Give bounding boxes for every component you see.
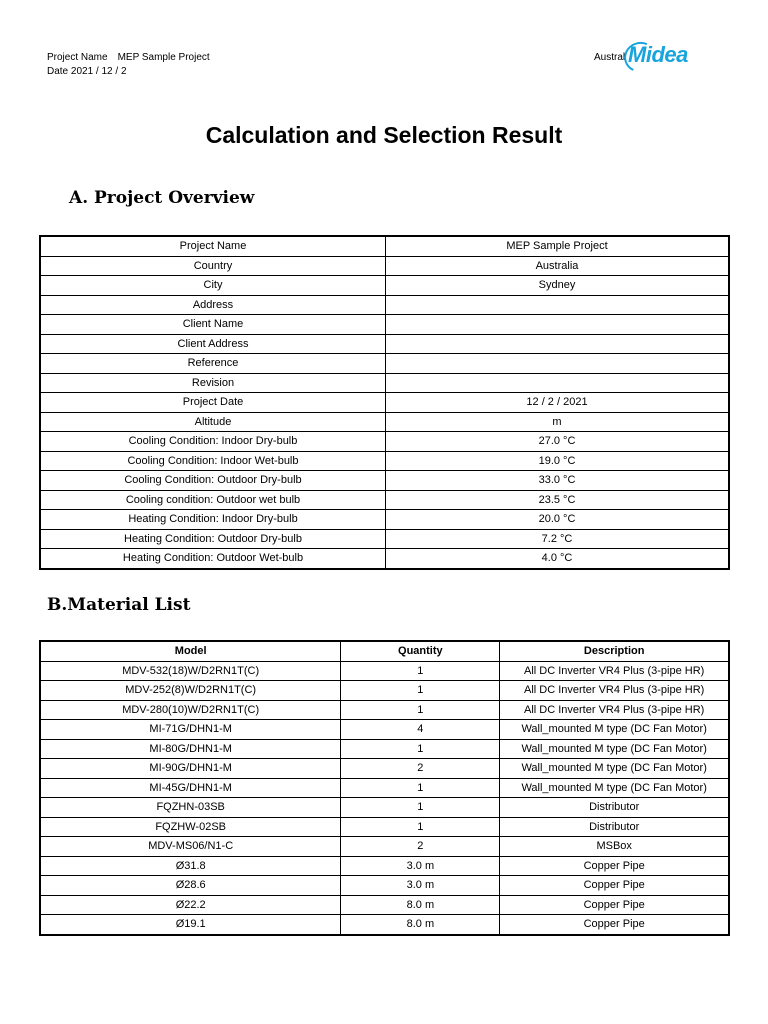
material-model-cell: MDV-280(10)W/D2RN1T(C) xyxy=(40,700,341,720)
overview-field-value: 19.0 °C xyxy=(386,451,730,471)
material-quantity-cell: 3.0 m xyxy=(341,876,500,896)
overview-heading: A. Project Overview xyxy=(69,188,255,208)
overview-field-label: Cooling Condition: Outdoor Dry-bulb xyxy=(40,471,386,491)
table-row xyxy=(40,759,729,779)
project-overview-table xyxy=(39,235,730,570)
overview-field-label: Cooling Condition: Indoor Wet-bulb xyxy=(40,451,386,471)
overview-field-value xyxy=(386,354,730,374)
project-name-line xyxy=(47,51,210,65)
material-model-cell: Ø28.6 xyxy=(40,876,341,896)
midea-logo: Midea xyxy=(628,42,688,67)
material-description-cell: All DC Inverter VR4 Plus (3-pipe HR) xyxy=(500,700,729,720)
table-row xyxy=(40,661,729,681)
column-header-description: Description xyxy=(500,641,729,661)
date-line: Date 2021 / 12 / 2 xyxy=(47,66,127,77)
table-row xyxy=(40,876,729,896)
material-description-cell: MSBox xyxy=(500,837,729,857)
table-row xyxy=(40,778,729,798)
material-quantity-cell: 1 xyxy=(341,700,500,720)
material-description-cell: Distributor xyxy=(500,817,729,837)
table-row xyxy=(40,895,729,915)
material-description-cell: Wall_mounted M type (DC Fan Motor) xyxy=(500,778,729,798)
overview-field-label: Address xyxy=(40,295,386,315)
table-row xyxy=(40,915,729,935)
material-model-cell: Ø31.8 xyxy=(40,856,341,876)
table-row xyxy=(40,681,729,701)
table-row xyxy=(40,798,729,818)
table-row xyxy=(40,236,729,256)
overview-field-value: MEP Sample Project xyxy=(386,236,730,256)
overview-field-label: Revision xyxy=(40,373,386,393)
table-row xyxy=(40,817,729,837)
austral-label: Austral xyxy=(594,52,626,63)
overview-field-value xyxy=(386,295,730,315)
material-description-cell: Wall_mounted M type (DC Fan Motor) xyxy=(500,720,729,740)
material-description-cell: Copper Pipe xyxy=(500,876,729,896)
overview-field-value: 7.2 °C xyxy=(386,529,730,549)
overview-field-label: Reference xyxy=(40,354,386,374)
table-row xyxy=(40,295,729,315)
project-name-label: Project Name xyxy=(47,52,108,63)
table-row xyxy=(40,549,729,569)
material-header-row xyxy=(40,641,729,661)
table-row xyxy=(40,700,729,720)
material-model-cell: MDV-532(18)W/D2RN1T(C) xyxy=(40,661,341,681)
table-row xyxy=(40,529,729,549)
material-quantity-cell: 1 xyxy=(341,778,500,798)
table-row xyxy=(40,471,729,491)
table-row xyxy=(40,412,729,432)
material-quantity-cell: 2 xyxy=(341,837,500,857)
material-description-cell: Copper Pipe xyxy=(500,856,729,876)
overview-field-label: Heating Condition: Outdoor Wet-bulb xyxy=(40,549,386,569)
material-description-cell: All DC Inverter VR4 Plus (3-pipe HR) xyxy=(500,661,729,681)
table-row xyxy=(40,837,729,857)
page-header xyxy=(47,51,210,79)
overview-field-label: Client Address xyxy=(40,334,386,354)
overview-field-value xyxy=(386,373,730,393)
overview-field-label: Cooling Condition: Indoor Dry-bulb xyxy=(40,432,386,452)
material-description-cell: Copper Pipe xyxy=(500,895,729,915)
table-row xyxy=(40,490,729,510)
table-row xyxy=(40,510,729,530)
overview-field-value: Sydney xyxy=(386,276,730,296)
table-row xyxy=(40,276,729,296)
overview-field-value: 23.5 °C xyxy=(386,490,730,510)
table-row xyxy=(40,334,729,354)
overview-field-value: Australia xyxy=(386,256,730,276)
material-model-cell: MI-80G/DHN1-M xyxy=(40,739,341,759)
material-model-cell: FQZHW-02SB xyxy=(40,817,341,837)
overview-field-label: Cooling condition: Outdoor wet bulb xyxy=(40,490,386,510)
table-row xyxy=(40,393,729,413)
table-row xyxy=(40,373,729,393)
overview-field-value: m xyxy=(386,412,730,432)
material-quantity-cell: 1 xyxy=(341,681,500,701)
material-model-cell: Ø22.2 xyxy=(40,895,341,915)
material-description-cell: Distributor xyxy=(500,798,729,818)
material-quantity-cell: 1 xyxy=(341,739,500,759)
overview-field-label: Project Date xyxy=(40,393,386,413)
overview-field-label: Project Name xyxy=(40,236,386,256)
material-description-cell: Copper Pipe xyxy=(500,915,729,935)
material-model-cell: MI-71G/DHN1-M xyxy=(40,720,341,740)
material-quantity-cell: 2 xyxy=(341,759,500,779)
table-row xyxy=(40,432,729,452)
overview-field-label: Altitude xyxy=(40,412,386,432)
table-row xyxy=(40,256,729,276)
overview-field-value: 4.0 °C xyxy=(386,549,730,569)
overview-field-value xyxy=(386,315,730,335)
overview-field-value: 33.0 °C xyxy=(386,471,730,491)
material-quantity-cell: 1 xyxy=(341,817,500,837)
material-quantity-cell: 8.0 m xyxy=(341,915,500,935)
material-quantity-cell: 1 xyxy=(341,661,500,681)
column-header-model: Model xyxy=(40,641,341,661)
material-quantity-cell: 3.0 m xyxy=(341,856,500,876)
table-row xyxy=(40,354,729,374)
column-header-quantity: Quantity xyxy=(341,641,500,661)
material-description-cell: Wall_mounted M type (DC Fan Motor) xyxy=(500,759,729,779)
material-quantity-cell: 8.0 m xyxy=(341,895,500,915)
table-row xyxy=(40,856,729,876)
overview-field-label: Heating Condition: Indoor Dry-bulb xyxy=(40,510,386,530)
overview-field-value xyxy=(386,334,730,354)
table-row xyxy=(40,451,729,471)
overview-field-label: Heating Condition: Outdoor Dry-bulb xyxy=(40,529,386,549)
material-description-cell: All DC Inverter VR4 Plus (3-pipe HR) xyxy=(500,681,729,701)
table-row xyxy=(40,739,729,759)
overview-field-value: 12 / 2 / 2021 xyxy=(386,393,730,413)
material-list-heading: B.Material List xyxy=(47,595,191,615)
material-model-cell: Ø19.1 xyxy=(40,915,341,935)
page-title: Calculation and Selection Result xyxy=(205,122,563,148)
overview-field-label: City xyxy=(40,276,386,296)
project-name-value: MEP Sample Project xyxy=(117,52,210,63)
material-model-cell: MI-90G/DHN1-M xyxy=(40,759,341,779)
table-row xyxy=(40,315,729,335)
material-model-cell: MDV-252(8)W/D2RN1T(C) xyxy=(40,681,341,701)
material-quantity-cell: 4 xyxy=(341,720,500,740)
material-model-cell: FQZHN-03SB xyxy=(40,798,341,818)
table-row xyxy=(40,720,729,740)
overview-field-label: Country xyxy=(40,256,386,276)
material-model-cell: MDV-MS06/N1-C xyxy=(40,837,341,857)
overview-field-value: 27.0 °C xyxy=(386,432,730,452)
overview-field-value: 20.0 °C xyxy=(386,510,730,530)
overview-field-label: Client Name xyxy=(40,315,386,335)
material-list-table xyxy=(39,640,730,936)
material-model-cell: MI-45G/DHN1-M xyxy=(40,778,341,798)
material-description-cell: Wall_mounted M type (DC Fan Motor) xyxy=(500,739,729,759)
material-quantity-cell: 1 xyxy=(341,798,500,818)
